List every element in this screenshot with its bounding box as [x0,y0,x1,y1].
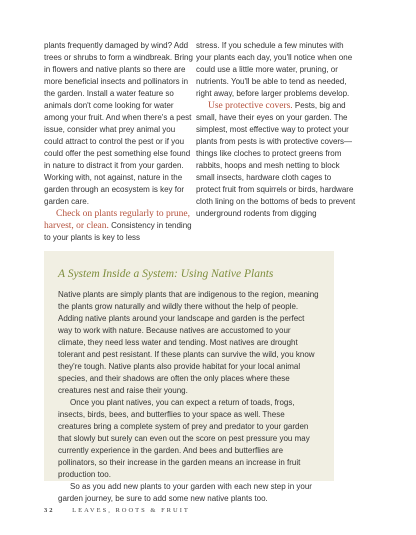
left-paragraph-2-text: Consistency in tending to your plants is key to less [44,221,192,242]
sidebar-paragraph-1: Native plants are simply plants that are indigenous to the region, meaning the plants grow naturally and wildly there without the help of people. Adding native plants around your landscape and garden is the perfect way to work with nature. Because natives are accustomed to your climate, they need less water and tending. Most natives are drought tolerant and pest resistant. If these plants can survive the wild, you know they're tough. Native plants also provide habitat for your local animal species, and their shadows are often the only places where these creatures nest and raise their young. [58,290,319,395]
sidebar-paragraph-2: Once you plant natives, you can expect a return of toads, frogs, insects, birds, bees, and butterflies to your space as well. These creatures bring a complete system of prey and predator to your garden that slowly but surely can even out the score on pest pressure you may currently experience in the garden. And bees and butterflies are pollinators, so their increase in the garden means an increase in fruit production too. [58,398,310,479]
page-number: 32 [44,507,55,514]
right-paragraph-1: stress. If you schedule a few minutes with your plants each day, you'll notice when one could use a little more water, pruning, or nutrients. You'll be able to tend as needed, right away, before larger problems develop. [196,41,353,98]
left-paragraph-1: plants frequently damaged by wind? Add trees or shrubs to form a windbreak. Bring in flowers and native plants so there are more beneficial insects and pollinators in the garden. Install a water feature so animals don't come looking for water among your fruit. And when there's a pest issue, consider what prey animal you could attract to control the pest or if you could offer the pest something else found in nature to distract it from your garden. Working with, not against, nature in the garden through an ecosystem is key for garden care. [44,41,193,206]
left-column [44,40,194,244]
right-paragraph-2-heading: Use protective covers. [208,101,293,111]
right-paragraph-2-text: Pests, big and small, have their eyes on your garden. The simplest, most effective way to protect your plants from pests is with protective covers—things like cloches to protect greens from rabbits, hoops and mesh netting to block small insects, hardware cloth cages to protect fruit from squirrels or birds, hardware cloth lining on the bottoms of beds to prevent underground rodents from digging [196,101,356,218]
sidebar-paragraph-3: So as you add new plants to your garden with each new step in your garden journey, be sure to add some new native plants too. [58,482,312,503]
right-paragraph-2 [196,100,356,220]
sidebar-title: A System Inside a System: Using Native Plants [58,268,274,280]
page-footer [44,507,190,514]
left-paragraph-2-heading: Check on plants regularly to prune, harvest, or clean. [44,209,191,231]
sidebar-box [44,251,334,503]
left-paragraph-2 [44,208,194,244]
right-column [196,40,356,220]
running-title: LEAVES, ROOTS & FRUIT [72,507,190,514]
